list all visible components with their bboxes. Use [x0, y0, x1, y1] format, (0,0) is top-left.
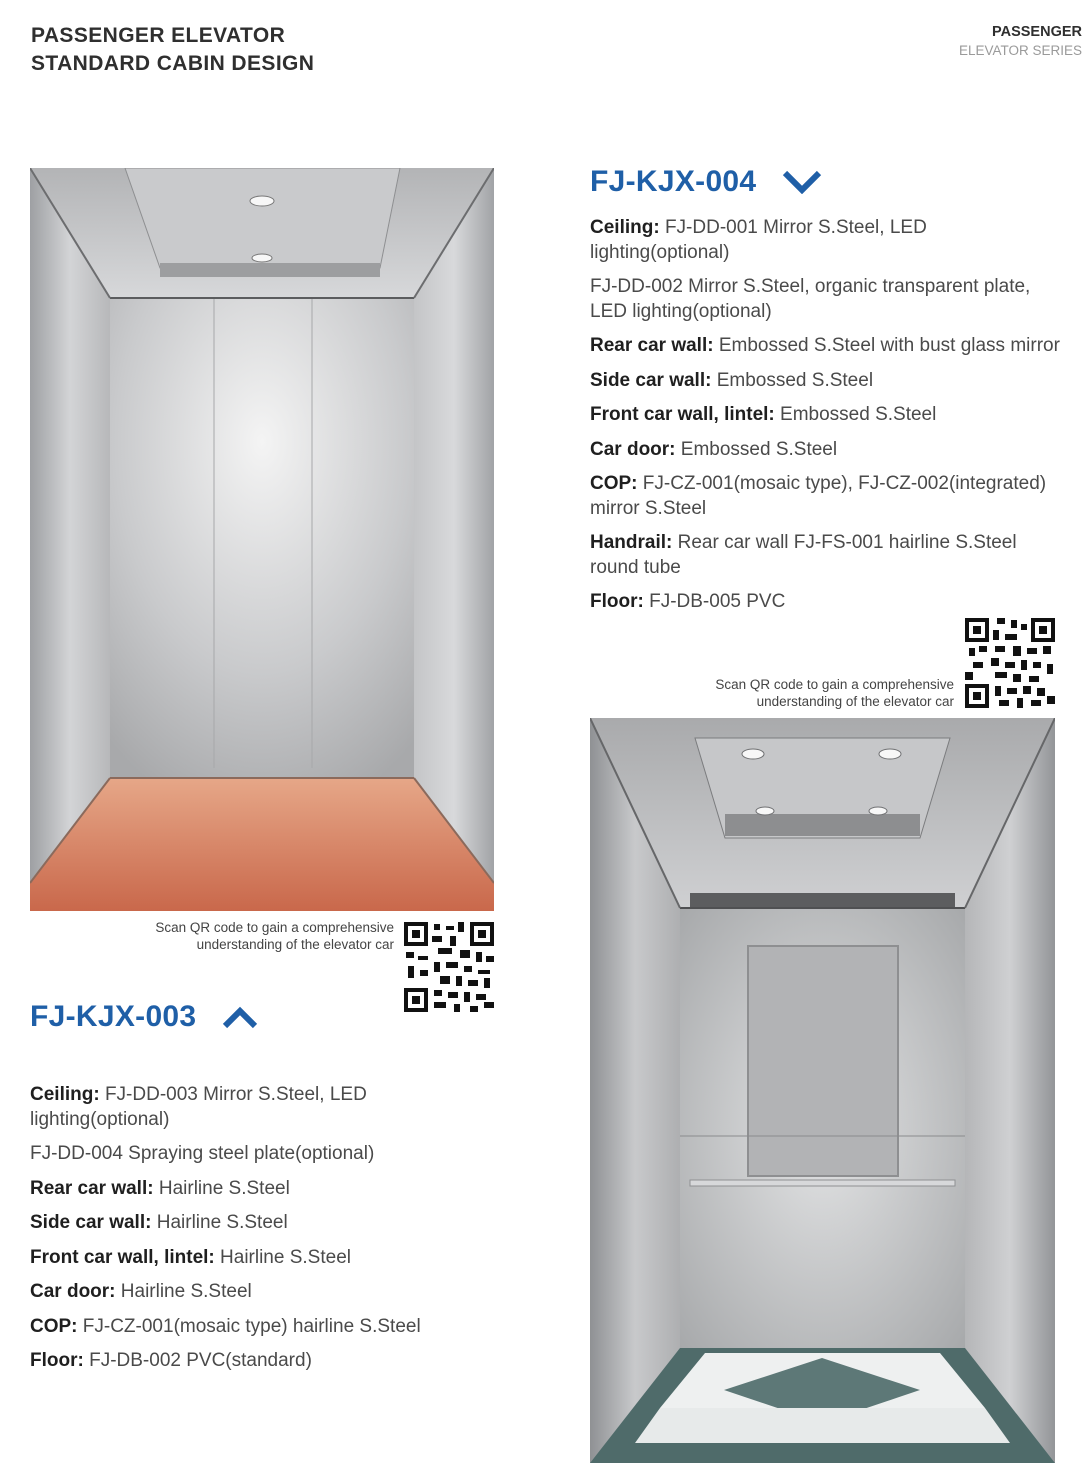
cabin-photo-kjx003	[30, 168, 494, 911]
spec-cop: COP: FJ-CZ-001(mosaic type) hairline S.Steel	[30, 1315, 421, 1337]
spec-handrail: Handrail: Rear car wall FJ-FS-001 hairline S.Steel round tube	[590, 532, 1017, 578]
qr-caption-kjx003	[110, 919, 394, 953]
qr-caption-line2: understanding of the elevator car	[756, 694, 954, 709]
model-name: FJ-KJX-003	[30, 1000, 197, 1033]
spec-ceiling: Ceiling: FJ-DD-001 Mirror S.Steel, LED lighting(optional)	[590, 217, 927, 263]
spec-rear-wall: Rear car wall: Hairline S.Steel	[30, 1177, 290, 1199]
spec-side-wall: Side car wall: Embossed S.Steel	[590, 369, 874, 391]
series-label-line1: PASSENGER	[992, 24, 1082, 40]
cabin-photo-kjx004	[590, 718, 1055, 1463]
page-title	[31, 22, 314, 78]
page-title-line2: STANDARD CABIN DESIGN	[31, 52, 315, 75]
model-title-kjx003	[30, 1000, 258, 1034]
page-title-line1: PASSENGER ELEVATOR	[31, 24, 286, 47]
spec-ceiling-alt: FJ-DD-002 Mirror S.Steel, organic transparent plate, LED lighting(optional)	[590, 276, 1031, 322]
model-title-kjx004	[590, 165, 822, 199]
qr-caption-kjx004	[660, 676, 954, 710]
spec-list-kjx003	[30, 1083, 430, 1384]
spec-front-wall: Front car wall, lintel: Embossed S.Steel	[590, 404, 937, 425]
qr-code-kjx004[interactable]	[965, 618, 1055, 708]
series-label-line2: ELEVATOR SERIES	[958, 43, 1082, 58]
chevron-down-icon	[782, 170, 822, 194]
model-name: FJ-KJX-004	[590, 165, 757, 198]
qr-code-kjx003[interactable]	[404, 922, 494, 1012]
spec-front-wall: Front car wall, lintel: Hairline S.Steel	[30, 1246, 351, 1268]
spec-floor: Floor: FJ-DB-002 PVC(standard)	[30, 1350, 312, 1371]
spec-cop: COP: FJ-CZ-001(mosaic type), FJ-CZ-002(integrated) mirror S.Steel	[590, 473, 1047, 519]
chevron-up-icon	[222, 1005, 258, 1029]
spec-rear-wall: Rear car wall: Embossed S.Steel with bust glass mirror	[590, 335, 1060, 356]
spec-car-door: Car door: Embossed S.Steel	[590, 438, 838, 460]
spec-floor: Floor: FJ-DB-005 PVC	[590, 591, 786, 612]
qr-caption-line1: Scan QR code to gain a comprehensive	[155, 920, 394, 935]
qr-caption-line2: understanding of the elevator car	[196, 937, 394, 952]
qr-caption-line1: Scan QR code to gain a comprehensive	[715, 677, 954, 692]
spec-side-wall: Side car wall: Hairline S.Steel	[30, 1212, 288, 1233]
series-label	[959, 23, 1082, 60]
spec-list-kjx004	[590, 216, 1066, 625]
spec-car-door: Car door: Hairline S.Steel	[30, 1281, 252, 1302]
spec-ceiling: Ceiling: FJ-DD-003 Mirror S.Steel, LED lighting(optional)	[30, 1084, 367, 1130]
spec-ceiling-alt: FJ-DD-004 Spraying steel plate(optional)	[30, 1143, 375, 1164]
